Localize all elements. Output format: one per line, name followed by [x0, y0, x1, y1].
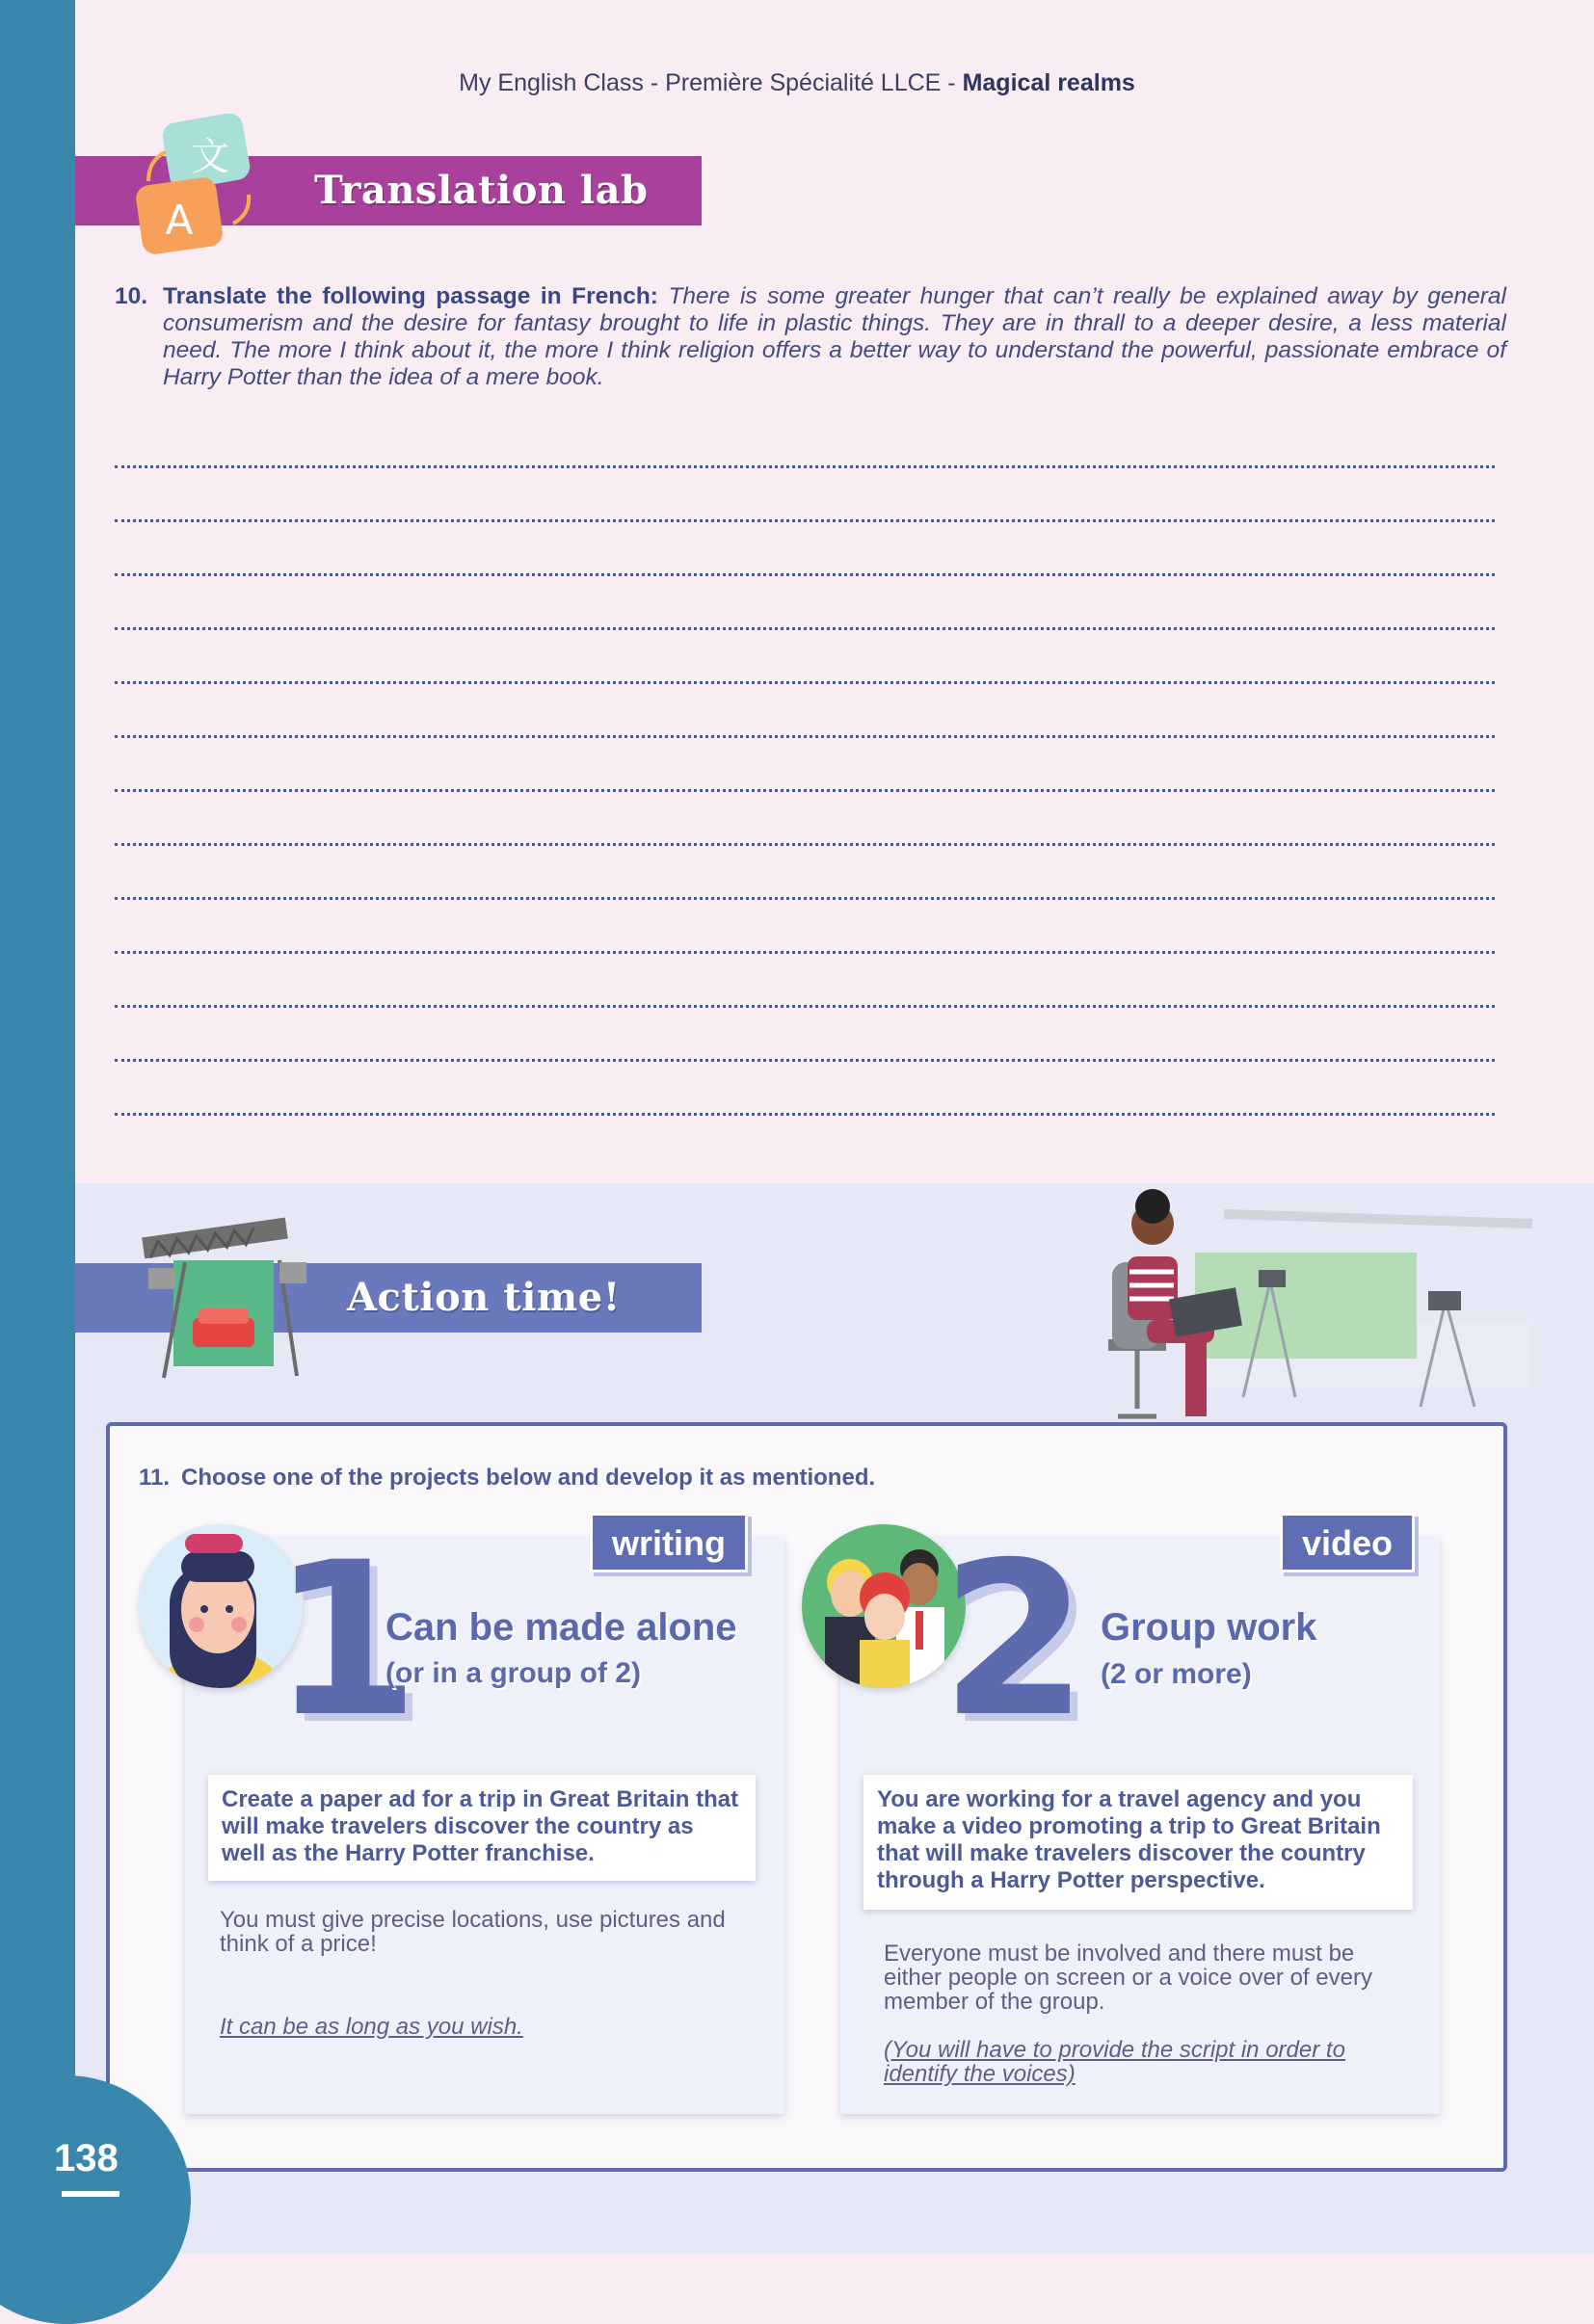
answer-line[interactable] — [115, 738, 1495, 792]
answer-line[interactable] — [115, 1062, 1495, 1116]
translate-glyph-bottom: A — [165, 197, 194, 244]
header-unit-title: Magical realms — [962, 69, 1135, 96]
film-studio-icon — [135, 1214, 318, 1387]
action-time-title: Action time! — [347, 1275, 621, 1320]
answer-line[interactable] — [115, 1008, 1495, 1062]
answer-line[interactable] — [115, 630, 1495, 684]
project-2-title: Group work — [1101, 1606, 1317, 1649]
answer-line[interactable] — [115, 576, 1495, 630]
person-with-laptop-illustration — [1079, 1185, 1542, 1426]
answer-line[interactable] — [115, 684, 1495, 738]
answer-lines[interactable] — [115, 414, 1495, 1116]
project-2-details: Everyone must be involved and there must be either people on screen or a voice over of every member of the group. — [884, 1941, 1372, 2015]
project-2-subtitle: (2 or more) — [1101, 1658, 1252, 1690]
question-10 — [115, 283, 1506, 391]
translate-icon — [135, 114, 260, 258]
translate-bubble-bottom — [135, 176, 225, 256]
answer-line[interactable] — [115, 792, 1495, 846]
question-11-text: Choose one of the projects below and develop it as mentioned. — [181, 1465, 876, 1491]
project-1-details: You must give precise locations, use pictures and think of a price! — [220, 1907, 726, 1957]
writing-tag: writing — [590, 1513, 748, 1572]
left-color-strip — [0, 0, 75, 2254]
project-2-number: 2 — [941, 1517, 1089, 1763]
question-10-passage: There is some greater hunger that can’t really be explained away by general consumerism and the desire for fantasy brought to life in plastic things. They are in thrall to a deeper desire, a less material need. The more I think about it, the more I think religion offers a better way to understand the powerful, passionate embrace of Harry Potter than the idea of a mere book. — [163, 283, 1506, 390]
answer-line[interactable] — [115, 522, 1495, 576]
answer-line[interactable] — [115, 954, 1495, 1008]
question-10-instruction: Translate the following passage in French: — [163, 283, 658, 309]
project-1-subtitle: (or in a group of 2) — [385, 1657, 641, 1689]
answer-line[interactable] — [115, 900, 1495, 954]
answer-line[interactable] — [115, 414, 1495, 468]
answer-line[interactable] — [115, 468, 1495, 522]
page-number: 138 — [54, 2137, 119, 2179]
question-10-number: 10. — [115, 283, 148, 309]
project-1-task: Create a paper ad for a trip in Great Britain that will make travelers discover the country as well as the Harry Potter franchise. — [208, 1775, 756, 1881]
project-1-title: Can be made alone — [385, 1606, 737, 1649]
project-2-note: (You will have to provide the script in order to identify the voices) — [884, 2037, 1345, 2087]
project-1-note: It can be as long as you wish. — [220, 2014, 523, 2040]
video-tag: video — [1280, 1513, 1415, 1572]
question-11 — [139, 1465, 875, 1492]
question-11-number: 11. — [139, 1465, 171, 1491]
translate-glyph-top: 文 — [191, 135, 229, 179]
project-1-number: 1 — [272, 1517, 420, 1763]
translation-lab-title: Translation lab — [314, 168, 649, 213]
project-2-task: You are working for a travel agency and you make a video promoting a trip to Great Britain that will make travelers discover the country through a Harry Potter perspective. — [863, 1775, 1413, 1910]
page-header — [0, 69, 1594, 97]
answer-line[interactable] — [115, 846, 1495, 900]
header-text: My English Class - Première Spécialité LLCE - — [459, 69, 963, 96]
page-number-underline — [62, 2191, 120, 2197]
